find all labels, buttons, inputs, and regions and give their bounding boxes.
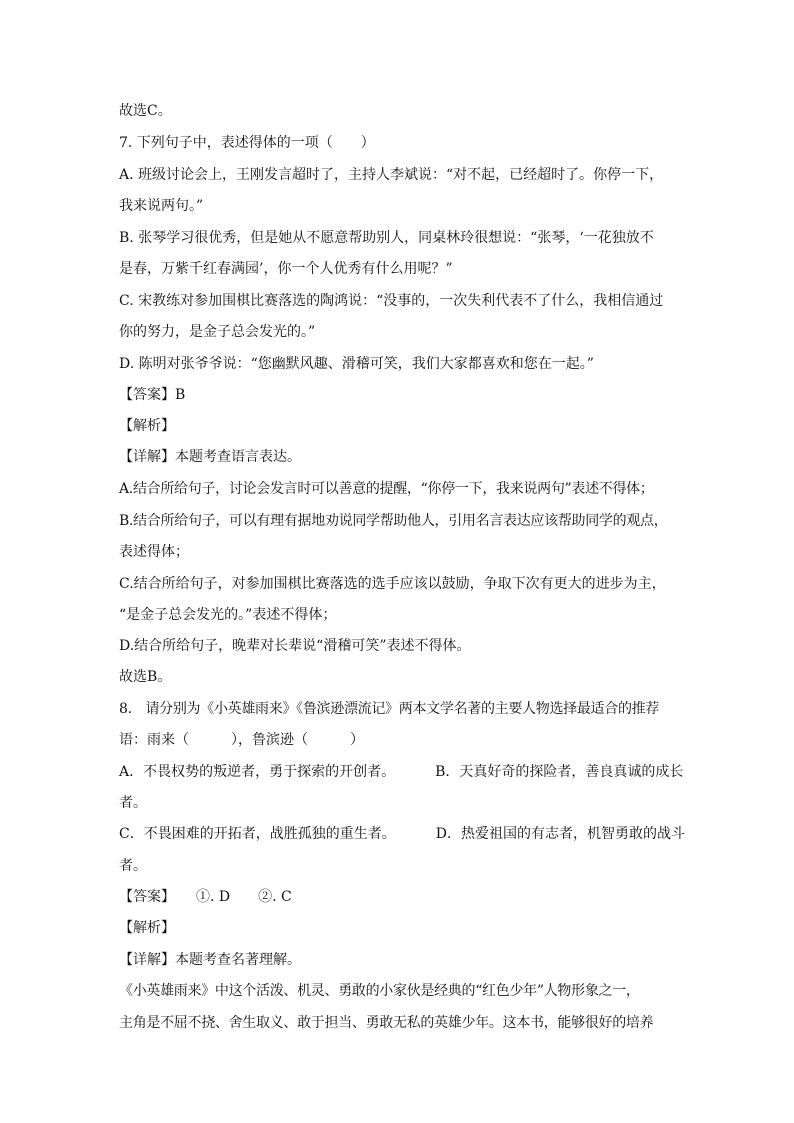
option-d: D. 陈明对张爷爷说：“您幽默风趣、滑稽可笑，我们大家都喜欢和您在一起。”: [119, 356, 594, 372]
detail-b-line-1: B.结合所给句子，可以有理有据地劝说同学帮助他人，引用名言表达应该帮助同学的观点，: [119, 513, 668, 529]
analysis-label-8: 【解析】: [119, 920, 175, 936]
detail-c-line-2: “是金子总会发光的。”表述不得体；: [119, 607, 337, 623]
option-c: C．不畏困难的开拓者，战胜孤独的重生者。: [119, 826, 396, 842]
option-a: A．不畏权势的叛逆者，勇于探索的开创者。: [119, 764, 396, 780]
detail-d: D.结合所给句子，晚辈对长辈说“滑稽可笑”表述不得体。: [119, 638, 471, 654]
text-line: 故选C。: [119, 103, 172, 119]
answer-8: 【答案】 ①. D ②. C: [119, 889, 292, 905]
option-a-line-2: 我来说两句。”: [119, 198, 204, 214]
option-b-continuation: 者。: [119, 795, 147, 811]
option-b-line-1: B. 张琴学习很优秀，但是她从不愿意帮助别人，同桌林玲很想说：“张琴，‘一花独放不: [119, 230, 654, 246]
question-8-stem-line-2: 语：雨来（ ），鲁滨逊（ ）: [119, 732, 364, 748]
option-d-continuation: 者。: [119, 858, 147, 874]
question-8-stem-line-1: 8. 请分别为《小英雄雨来》《鲁滨逊漂流记》两本文学名著的主要人物选择最适合的推荐: [119, 701, 660, 717]
conclusion: 故选B。: [119, 669, 172, 685]
option-a-line-1: A. 班级讨论会上，王刚发言超时了，主持人李斌说：“对不起，已经超时了。你停一下，: [119, 167, 664, 183]
question-7-stem: 7. 下列句子中，表述得体的一项（ ）: [119, 135, 375, 151]
detail-label-8: 【详解】本题考查名著理解。: [119, 952, 301, 968]
option-c-line-1: C. 宋教练对参加围棋比赛落选的陶鸿说：“没事的，一次失利代表不了什么，我相信通过: [119, 293, 664, 309]
analysis-label: 【解析】: [119, 418, 175, 434]
options-row-1: [119, 762, 689, 782]
options-row-2: [119, 824, 689, 844]
option-b: B．天真好奇的探险者，善良真诚的成长: [435, 764, 684, 780]
detail-8-line-1: 《小英雄雨来》中这个活泼、机灵、勇敢的小家伙是经典的“红色少年”人物形象之一，: [119, 983, 640, 999]
detail-label: 【详解】本题考查语言表达。: [119, 449, 301, 465]
detail-c-line-1: C.结合所给句子，对参加围棋比赛落选的选手应该以鼓励，争取下次有更大的进步为主，: [119, 576, 666, 592]
option-c-line-2: 你的努力，是金子总会发光的。”: [119, 324, 316, 340]
option-b-line-2: 是春，万紫千红春满园’，你一个人优秀有什么用呢？”: [119, 261, 453, 277]
answer-label: 【答案】B: [119, 387, 186, 403]
detail-a: A.结合所给句子，讨论会发言时可以善意的提醒，“你停一下，我来说两句”表述不得体；: [119, 481, 654, 497]
option-d: D．热爱祖国的有志者，机智勇敢的战斗: [435, 826, 685, 842]
detail-b-line-2: 表述得体；: [119, 544, 189, 560]
detail-8-line-2: 主角是不屈不挠、舍生取义、敢于担当、勇敢无私的英雄少年。这本书，能够很好的培养: [119, 1015, 654, 1031]
